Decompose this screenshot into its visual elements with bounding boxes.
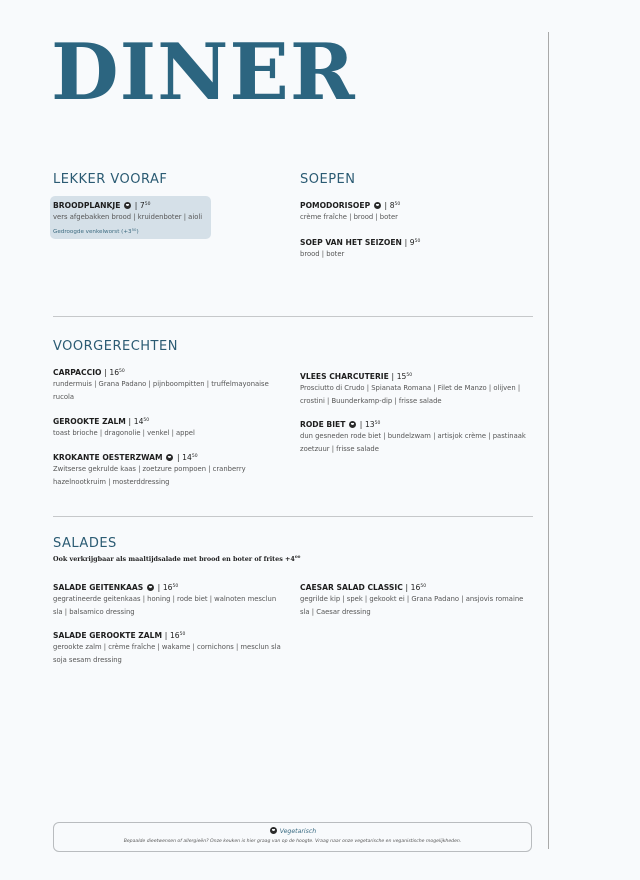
section-divider <box>53 316 533 317</box>
vegetarian-icon <box>374 202 381 209</box>
item-price: $14^{50}$ <box>133 417 150 426</box>
legend-label: Vegetarisch <box>279 828 317 835</box>
menu-item-gerookte-zalm: GEROOKTE ZALM | $14^{50}$ toast brioche | dragonolie | venkel | appel <box>53 415 285 440</box>
item-name: SALADE GEROOKTE ZALM <box>53 631 163 640</box>
item-extra-option: Gedroogde venkelworst $(+3^{50})$ <box>53 226 139 235</box>
item-name: KROKANTE OESTERZWAM <box>53 453 163 462</box>
vegetarian-icon <box>166 454 173 461</box>
section-divider <box>53 516 533 517</box>
item-price: $13^{50}$ <box>364 420 381 429</box>
menu-item-pomodorisoep: POMODORISOEP | $8^{50}$ crème fraîche | brood | boter <box>300 199 532 224</box>
item-description: vers afgebakken brood | kruidenboter | aioli <box>53 213 203 221</box>
item-description: dun gesneden rode biet | bundelzwam | artisjok crème | pastinaak zoetzuur | frisse salade <box>300 432 526 453</box>
section-title-voorgerechten: VOORGERECHTEN <box>53 339 178 354</box>
item-price: $16^{50}$ <box>410 583 427 592</box>
page-title: DINER <box>51 27 356 118</box>
item-description: rundermuis | Grana Padano | pijnboompitten | truffelmayonaise rucola <box>53 380 269 401</box>
salad-meal-note: Ook verkrijgbaar als maaltijdsalade met brood en boter of frites $+4^{00}$ <box>53 554 301 563</box>
item-price: $14^{50}$ <box>182 453 198 462</box>
section-title-soepen: SOEPEN <box>300 172 356 187</box>
menu-item-salade-gerookte-zalm: SALADE GEROOKTE ZALM | $16^{50}$ gerookte zalm | crème fraîche | wakame | cornichons | mesclun sla soja sesam dressing <box>53 629 285 666</box>
item-description: Zwitserse gekrulde kaas | zoetzure pompoen | cranberry hazelnootkruim | mosterddressing <box>53 465 246 486</box>
item-name: POMODORISOEP <box>300 201 371 210</box>
item-price: $7^{50}$ <box>139 201 151 210</box>
menu-item-salade-geitenkaas: SALADE GEITENKAAS | $16^{50}$ gegratineerde geitenkaas | honing | rode biet | walnoten mesclun sla | balsamico dressing <box>53 581 285 618</box>
vegetarian-icon <box>349 421 356 428</box>
vegetarian-icon <box>124 202 131 209</box>
item-price: $9^{50}$ <box>409 238 421 247</box>
dietary-note: Bepaalde dieetwensen of allergieën? Onze keuken is hier graag van op de hoogte. Vraag naar onze vegetarische en veganistische mogelijkheden. <box>123 839 462 844</box>
menu-item-vlees-charcuterie: VLEES CHARCUTERIE | $15^{50}$ Prosciutto di Crudo | Spianata Romana | Filet de Manzo | olijven | crostini | Buunderkamp-dip | frisse salade <box>300 370 532 407</box>
menu-item-carpaccio: CARPACCIO | $16^{50}$ rundermuis | Grana Padano | pijnboompitten | truffelmayonaise rucola <box>53 366 285 403</box>
menu-item-krokante-oesterzwam: KROKANTE OESTERZWAM | $14^{50}$ Zwitserse gekrulde kaas | zoetzure pompoen | cranberry hazelnootkruim | mosterddressing <box>53 451 285 488</box>
section-title-lekker-vooraf: LEKKER VOORAF <box>53 172 168 187</box>
vegetarian-icon <box>270 827 277 834</box>
footer-box <box>53 822 532 852</box>
vegetarian-legend <box>54 827 531 837</box>
item-description: toast brioche | dragonolie | venkel | appel <box>53 429 195 437</box>
item-description: gegratineerde geitenkaas | honing | rode biet | walnoten mesclun sla | balsamico dressing <box>53 595 277 616</box>
item-description: crème fraîche | brood | boter <box>300 213 398 221</box>
item-name: VLEES CHARCUTERIE <box>300 372 389 381</box>
section-title-salades: SALADES <box>53 536 117 551</box>
item-name: SOEP VAN HET SEIZOEN <box>300 238 402 247</box>
item-name: CARPACCIO <box>53 368 102 377</box>
item-name: SALADE GEITENKAAS <box>53 583 144 592</box>
item-name: CAESAR SALAD CLASSIC <box>300 583 403 592</box>
item-description: brood | boter <box>300 250 345 258</box>
menu-item-rode-biet: RODE BIET | $13^{50}$ dun gesneden rode biet | bundelzwam | artisjok crème | pastinaak zoetzuur | frisse salade <box>300 418 532 455</box>
item-price: $8^{50}$ <box>389 201 401 210</box>
menu-item-caesar-salad-classic: CAESAR SALAD CLASSIC | $16^{50}$ gegrilde kip | spek | gekookt ei | Grana Padano | ansjovis romaine sla | Caesar dressing <box>300 581 532 618</box>
item-description: gegrilde kip | spek | gekookt ei | Grana Padano | ansjovis romaine sla | Caesar dressing <box>300 595 524 616</box>
item-price: $16^{50}$ <box>109 368 125 377</box>
item-price: $16^{50}$ <box>169 631 186 640</box>
item-description: Prosciutto di Crudo | Spianata Romana | Filet de Manzo | olijven | crostini | Buunderkamp-dip | frisse salade <box>300 384 521 405</box>
item-name: BROODPLANKJE <box>53 201 121 210</box>
vertical-rule <box>548 32 549 849</box>
item-price: $15^{50}$ <box>396 372 413 381</box>
item-name: GEROOKTE ZALM <box>53 417 126 426</box>
item-price: $16^{50}$ <box>162 583 179 592</box>
item-name: RODE BIET <box>300 420 346 429</box>
menu-item-soep-van-het-seizoen: SOEP VAN HET SEIZOEN | $9^{50}$ brood | boter <box>300 236 532 261</box>
item-description: gerookte zalm | crème fraîche | wakame | cornichons | mesclun sla soja sesam dressing <box>53 643 281 664</box>
menu-item-broodplankje: BROODPLANKJE | $7^{50}$ vers afgebakken brood | kruidenboter | aioli Gedroogde venkelworst $(+3^{50})$ <box>53 199 213 238</box>
vegetarian-icon <box>147 584 154 591</box>
